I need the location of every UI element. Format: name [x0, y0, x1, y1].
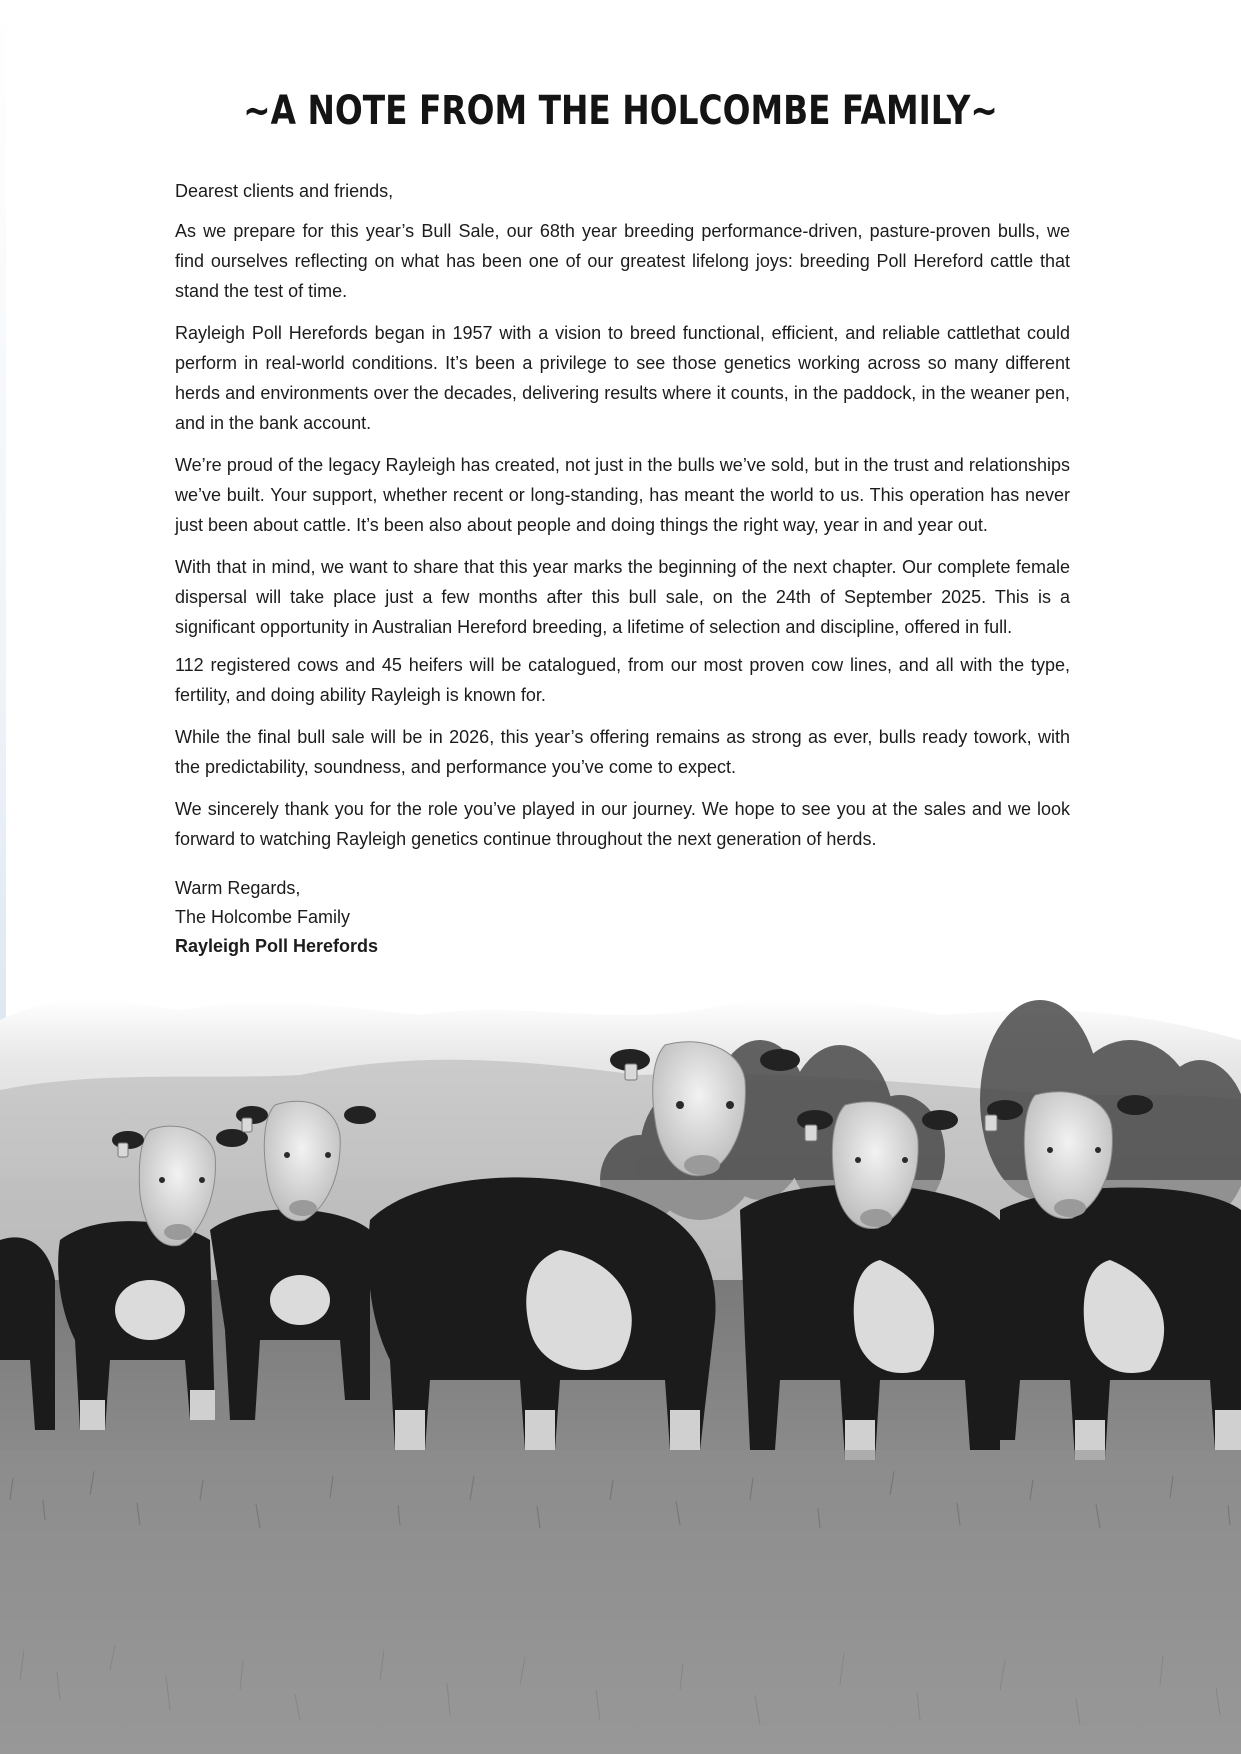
letter-paragraph: Rayleigh Poll Herefords began in 1957 with a vision to breed functional, efficient, and reliable cattlethat could perform in real-world conditions. It’s been a privilege to see those genetics working across so many different herds and environments over the decades, delivering results where it counts, in the paddock, in the weaner pen, and in the bank account. [175, 323, 1070, 433]
cattle-landscape-photo [0, 980, 1241, 1754]
letter-salutation: Dearest clients and friends, [175, 181, 394, 201]
letter-closing: Warm Regards, [175, 878, 301, 898]
letter-paragraph: We sincerely thank you for the role you’ve played in our journey. We hope to see you at the sales and we look forward to watching Rayleigh genetics continue throughout the next generation of herds. [175, 799, 1070, 849]
letter-paragraph: With that in mind, we want to share that this year marks the beginning of the next chapter. Our complete female dispersal will take place just a few months after this bull sale, on the 24th of September 2025. This is a significant opportunity in Australian Hereford breeding, a lifetime of selection and discipline, offered in full. [175, 557, 1070, 637]
letter-paragraph: We’re proud of the legacy Rayleigh has created, not just in the bulls we’ve sold, but in the trust and relationships we’ve built. Your support, whether recent or long-standing, has meant the world to us. This operation has never just been about cattle. It’s been also about people and doing things the right way, year in and year out. [175, 455, 1070, 535]
letter-signoff [175, 874, 1070, 961]
letter-paragraph: While the final bull sale will be in 2026, this year’s offering remains as strong as ever, bulls ready towork, with the predictability, soundness, and performance you’ve come to expect. [175, 727, 1070, 777]
letter-body [175, 176, 1070, 961]
letter-signature: The Holcombe Family [175, 907, 351, 927]
letter-paragraph: 112 registered cows and 45 heifers will be catalogued, from our most proven cow lines, and all with the type, fertility, and doing ability Rayleigh is known for. [175, 655, 1070, 705]
page-title: ~A NOTE FROM THE HOLCOMBE FAMILY~ [243, 88, 998, 134]
letter-company: Rayleigh Poll Herefords [175, 936, 379, 956]
letter-paragraph: As we prepare for this year’s Bull Sale, our 68th year breeding performance-driven, pasture-proven bulls, we find ourselves reflecting on what has been one of our greatest lifelong joys: breeding Poll Hereford cattle that stand the test of time. [175, 221, 1070, 301]
